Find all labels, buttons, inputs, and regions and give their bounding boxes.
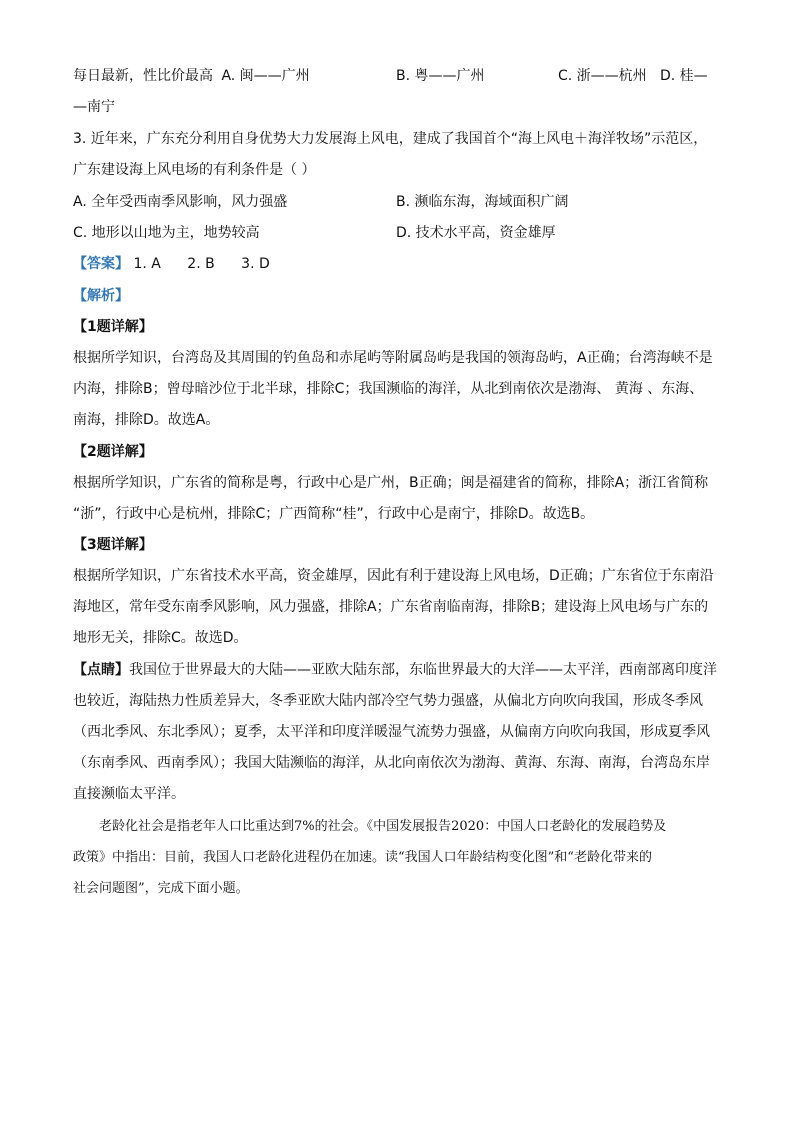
highlight-line: （西北季风、东北季风）；夏季，太平洋和印度洋暖湿气流势力强盛，从偏南方向吹向我国，形成夏季风 <box>73 724 710 740</box>
highlight-line: 直接濒临太平洋。 <box>73 786 185 802</box>
q2-options-row <box>73 66 310 86</box>
q3-option-b: B. 濒临东海，海域面积广阔 <box>396 194 569 210</box>
detail3-line: 海地区，常年受东南季风影响，风力强盛，排除A；广东省南临南海，排除B；建设海上风电场与广东的 <box>73 599 709 615</box>
highlight-line: 也较近，海陆热力性质差异大，冬季亚欧大陆内部冷空气势力强盛，从偏北方向吹向我国，形成冬季风 <box>73 693 703 709</box>
q3-option-a: A. 全年受西南季风影响，风力强盛 <box>73 194 288 210</box>
answer-row <box>73 254 270 274</box>
detail1-line: 内海，排除B；曾母暗沙位于北半球，排除C；我国濒临的海洋，从北到南依次是渤海、 黄海 、东海、 <box>73 381 704 397</box>
detail1-title: 【1题详解】 <box>73 319 153 335</box>
analysis-label: 【解析】 <box>73 288 129 304</box>
q3-stem-line1: 3. 近年来，广东充分利用自身优势大力发展海上风电，建成了我国首个“海上风电＋海洋牧场”示范区， <box>73 131 708 147</box>
detail3-line: 地形无关，排除C。故选D。 <box>73 630 248 646</box>
detail2-line: “浙”，行政中心是杭州，排除C；广西简称“桂”，行政中心是南宁，排除D。故选B。 <box>73 506 595 522</box>
detail2-title: 【2题详解】 <box>73 444 153 460</box>
passage-line: 老龄化社会是指老年人口比重达到7%的社会。《中国发展报告2020：中国人口老龄化的发展趋势及 <box>99 819 667 834</box>
detail3-line: 根据所学知识，广东省技术水平高，资金雄厚，因此有利于建设海上风电场，D正确；广东省位于东南沿 <box>73 568 714 584</box>
answer-label: 【答案】 <box>73 256 129 272</box>
q3-option-c: C. 地形以山地为主，地势较高 <box>73 225 260 241</box>
passage-line: 政策》中指出：目前，我国人口老龄化进程仍在加速。读“我国人口年龄结构变化图”和“老龄化带来的 <box>73 850 652 865</box>
passage-line: 社会问题图”，完成下面小题。 <box>73 881 249 896</box>
answer-1: 1. A <box>133 256 161 272</box>
highlight-text: 我国位于世界最大的大陆——亚欧大陆东部，东临世界最大的大洋——太平洋，西南部离印度洋 <box>129 662 717 678</box>
q3-option-d: D. 技术水平高，资金雄厚 <box>396 225 556 241</box>
highlight-label: 【点睛】 <box>73 662 129 678</box>
q2-option-c: C. 浙——杭州 <box>558 68 647 84</box>
q2-option-a: A. 闽——广州 <box>221 68 310 84</box>
q3-stem-line2: 广东建设海上风电场的有利条件是（ ） <box>73 162 316 178</box>
q2-option-d: D. 桂— <box>660 68 708 84</box>
detail3-title: 【3题详解】 <box>73 537 153 553</box>
highlight-line: （东南季风、西南季风）；我国大陆濒临的海洋，从北向南依次为渤海、黄海、东海、南海，台湾岛东岸 <box>73 755 710 771</box>
highlight-first-line <box>73 660 717 680</box>
answer-2: 2. B <box>187 256 215 272</box>
q2-option-b: B. 粤——广州 <box>396 68 485 84</box>
q2-prefix: 每日最新，性比价最高 <box>73 68 213 84</box>
detail1-line: 根据所学知识，台湾岛及其周围的钓鱼岛和赤尾屿等附属岛屿是我国的领海岛屿，A正确；台湾海峡不是 <box>73 350 713 366</box>
answer-3: 3. D <box>241 256 270 272</box>
q2-option-d-cont: —南宁 <box>73 99 115 115</box>
detail1-line: 南海，排除D。故选A。 <box>73 412 220 428</box>
detail2-line: 根据所学知识，广东省的简称是粤，行政中心是广州，B正确；闽是福建省的简称，排除A；浙江省简称 <box>73 475 709 491</box>
